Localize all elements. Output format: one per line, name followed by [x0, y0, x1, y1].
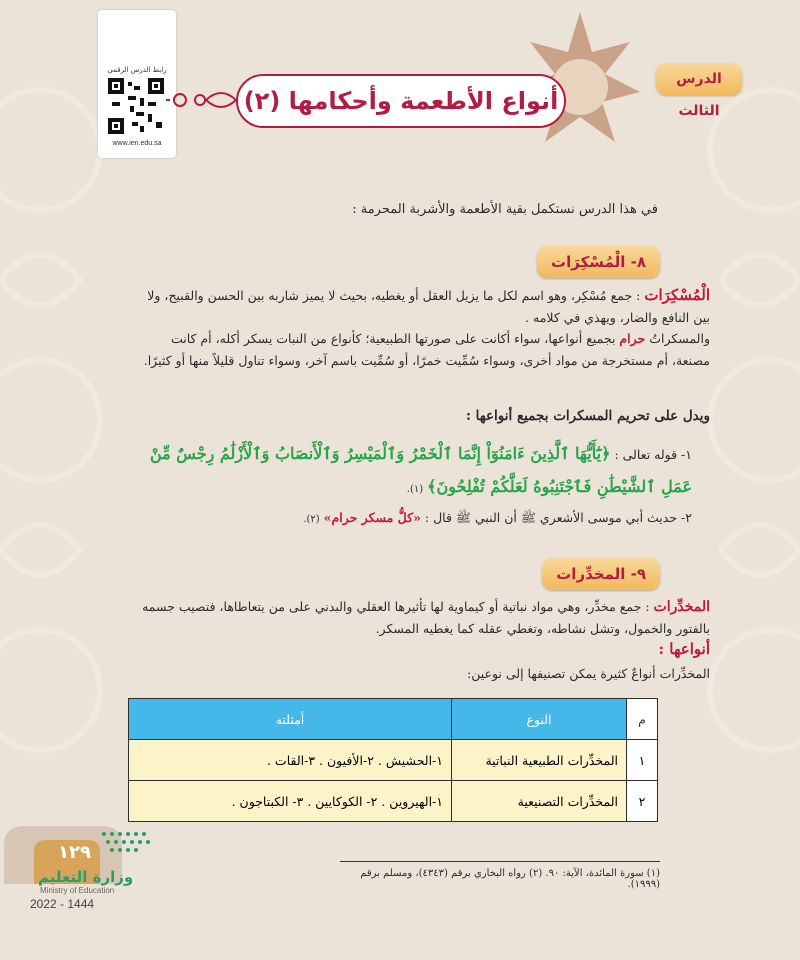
row-type: المخدِّرات الطبيعية النباتية [452, 740, 627, 781]
evidence-2 [130, 510, 692, 529]
row-examples: ١-الحشيش . ٢-الأفيون . ٣-القات . [129, 740, 452, 781]
footnotes: (١) سورة المائدة، الآية: ٩٠. (٢) رواه البخاري برقم (٤٣٤٣)، ومسلم برقم (١٩٩٩). [360, 868, 660, 890]
row-examples: ١-الهيروين . ٢- الكوكايين . ٣- الكبتاجون . [129, 781, 452, 822]
qr-site-link[interactable]: www.ien.edu.sa [112, 140, 162, 147]
qr-card[interactable] [98, 10, 176, 158]
footnote-divider [340, 861, 660, 862]
row-number: ١ [627, 740, 658, 781]
section-8-paragraph [130, 328, 710, 372]
section-8-definition [130, 284, 710, 329]
evidence-1-prefix: ١- قوله تعالى : [614, 447, 692, 462]
row-type: المخدِّرات التصنيعية [452, 781, 627, 822]
header-examples: أمثلته [129, 699, 452, 740]
ornament-icon [166, 82, 242, 118]
ministry-name-en: Ministry of Education [40, 886, 115, 895]
table-header-row [129, 699, 658, 740]
paragraph-start: والمسكراتُ [649, 331, 710, 346]
page-number: ١٢٩ [58, 842, 91, 863]
edition-year: 2022 - 1444 [30, 897, 95, 911]
footnote-ref-1: (١). [406, 484, 424, 495]
table-row [129, 740, 658, 781]
evidence-1 [130, 438, 692, 506]
types-text: المخدِّرات أنواعٌ كثيرة يمكن تصنيفها إلى نوعين: [466, 666, 710, 681]
page-title: أنواع الأطعمة وأحكامها (٢) [236, 74, 566, 128]
definition-term: المخدِّرات [653, 599, 710, 615]
section-8-heading: ٨- الْمُسْكِرَات [537, 246, 660, 278]
section-9-heading: ٩- المخدِّرات [542, 558, 660, 590]
types-heading: أنواعها : [658, 640, 710, 658]
quran-verse: ﴿يَٰٓأَيُّهَا ٱلَّذِينَ ءَامَنُوٓاْ إِنَّمَا ٱلْخَمْرُ وَٱلْمَيْسِرُ وَٱلْأَنصَابُ وَٱلْأَزْلَٰمُ رِجْسٌ مِّنْ عَمَلِ ٱلشَّيْطَٰنِ فَٱجْتَنِبُوهُ لَعَلَّكُمْ تُفْلِحُونَ﴾ [149, 444, 692, 496]
definition-text: : جمع مخدِّر، وهي مواد نباتية أو كيماوية لها تأثيرها العقلي والبدني على من يتعاطاها، فتصيب جسمه بالفتور والخمول، وتشل نشاطه، وتغطي عقله كما يغطيه المسكر. [142, 599, 710, 636]
lesson-badge: الدرس الثالث [656, 63, 742, 95]
evidence-2-prefix: ٢- حديث أبي موسى الأشعري ﷺ أن النبي ﷺ قال : [424, 510, 692, 525]
hadith-text: «كلُّ مسكر حرام» [323, 510, 421, 525]
section-9-definition [130, 596, 710, 640]
ministry-name: وزارة التعليم [38, 868, 134, 886]
evidence-heading: ويدل على تحريم المسكرات بجميع أنواعها : [465, 408, 710, 424]
definition-term: الْمُسْكِرَات [644, 286, 710, 304]
qr-code-icon[interactable] [108, 78, 164, 134]
paragraph-rest: بجميع أنواعها، سواء أكانت على صورتها الطبيعية؛ كأنواع من النبات يسكر أكله، أم كانت مصنعة، أم مستخرجة من مواد أخرى، وسواء سُمِّيت خمرًا، أو سُمِّيت باسم آخر، وسواء تناول قليلاً منها أو كثيرًا. [143, 331, 710, 368]
qr-label: رابط الدرس الرقمي [107, 66, 167, 74]
table-row [129, 781, 658, 822]
definition-text: : جمع مُسْكِر، وهو اسم لكل ما يزيل العقل أو يغطيه، بحيث لا يميز شاربه بين الحسن والقبيح، ولا بين النافع والضار، ويهذي في كلامه . [147, 288, 710, 325]
haram-word: حرام [619, 331, 646, 346]
intro-text: في هذا الدرس نستكمل بقية الأطعمة والأشربة المحرمة : [352, 202, 658, 217]
header-num: م [627, 699, 658, 740]
drugs-table [128, 698, 658, 822]
ministry-logo-icon [98, 828, 160, 858]
footnote-ref-2: (٢). [303, 514, 320, 525]
header-type: النوع [452, 699, 627, 740]
row-number: ٢ [627, 781, 658, 822]
